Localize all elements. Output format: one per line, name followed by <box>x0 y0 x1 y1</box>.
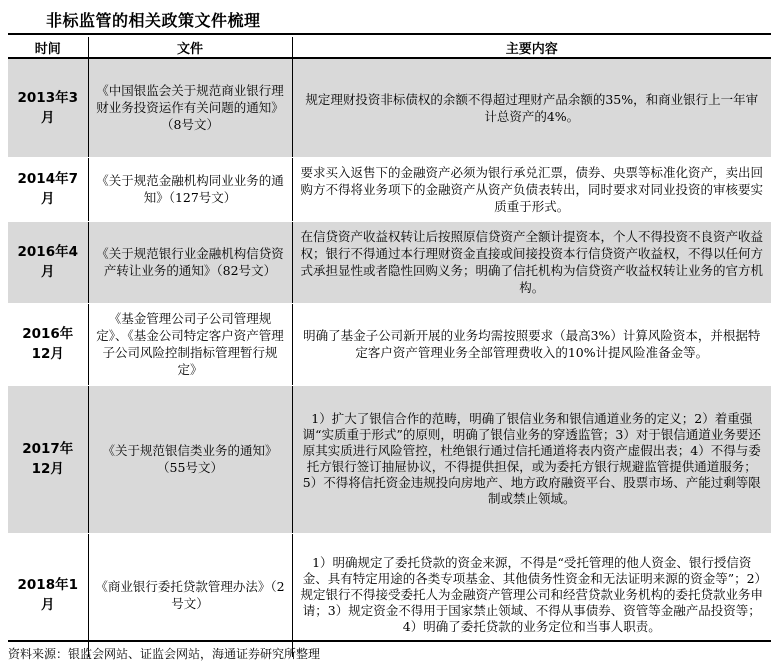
row-document: 《关于规范金融机构同业业务的通知》（127号文） <box>88 157 292 221</box>
row-time: 2013年3月 <box>8 58 88 157</box>
title-divider <box>8 33 771 35</box>
row-time: 2016年4月 <box>8 221 88 303</box>
header-time: 时间 <box>8 37 88 58</box>
page-title: 非标监管的相关政策文件梳理 <box>46 11 261 30</box>
row-time: 2014年7月 <box>8 157 88 221</box>
row-content: 1）明确规定了委托贷款的资金来源，不得是“受托管理的他人资金、银行授信资金、具有特定用途的各类专项基金、其他债务性资金和无法证明来源的资金等”；2）规定银行不得接受委托人为金融资产管理公司和经营贷款业务机构的委托贷款业务申请；3）规定资金不得用于国家禁止领域、不得从事债券、资管等金融产品投资等；4）明确了委托贷款的业务定位和当事人职责。 <box>292 533 771 657</box>
table-row <box>8 303 771 385</box>
table-row <box>8 58 771 157</box>
table-bottom-rule <box>8 640 771 642</box>
row-document: 《中国银监会关于规范商业银行理财业务投资运作有关问题的通知》（8号文） <box>88 58 292 157</box>
policy-table <box>8 37 771 658</box>
source-note: 资料来源：银监会网站、证监会网站，海通证券研究所整理 <box>8 647 321 661</box>
table-row <box>8 533 771 657</box>
row-content: 规定理财投资非标债权的余额不得超过理财产品余额的35%，和商业银行上一年审计总资产的4%。 <box>292 58 771 157</box>
row-content: 要求买入返售下的金融资产必须为银行承兑汇票，债券、央票等标准化资产，卖出回购方不得将业务项下的金融资产从资产负债表转出，同时要求对同业投资的审核要实质重于形式。 <box>292 157 771 221</box>
table-row <box>8 157 771 221</box>
row-document: 《商业银行委托贷款管理办法》（2号文） <box>88 533 292 657</box>
row-document: 《关于规范银行业金融机构信贷资产转让业务的通知》（82号文） <box>88 221 292 303</box>
row-time: 2018年1月 <box>8 533 88 657</box>
table-row <box>8 221 771 303</box>
header-content: 主要内容 <box>292 37 771 58</box>
table-header-row <box>8 37 771 58</box>
header-document: 文件 <box>88 37 292 58</box>
table-row <box>8 385 771 533</box>
row-content: 在信贷资产收益权转让后按照原信贷资产全额计提资本，个人不得投资不良资产收益权；银行不得通过本行理财资金直接或间接投资本行信贷资产收益权，不得以任何方式承担显性或者隐性回购义务；明确了信托机构为信贷资产收益权转让业务的官方机构。 <box>292 221 771 303</box>
row-content: 1）扩大了银信合作的范畴，明确了银信业务和银信通道业务的定义；2）着重强调“实质重于形式”的原则，明确了银信业务的穿透监管；3）对于银信通道业务要还原其实质进行风险管控，杜绝银行通过信托通道将表内资产虚假出表；4）不得与委托方银行签订抽屉协议，不得提供担保，或为委托方银行规避监管提供通道服务；5）不得将信托资金违规投向房地产、地方政府融资平台、股票市场、产能过剩等限制或禁止领域。 <box>292 385 771 533</box>
row-document: 《关于规范银信类业务的通知》（55号文） <box>88 385 292 533</box>
row-document: 《基金管理公司子公司管理规定》、《基金公司特定客户资产管理子公司风险控制指标管理暂行规定》 <box>88 303 292 385</box>
row-content: 明确了基金子公司新开展的业务均需按照要求（最高3%）计算风险资本，并根据特定客户资产管理业务全部管理费收入的10%计提风险准备金等。 <box>292 303 771 385</box>
row-time: 2017年12月 <box>8 385 88 533</box>
row-time: 2016年12月 <box>8 303 88 385</box>
